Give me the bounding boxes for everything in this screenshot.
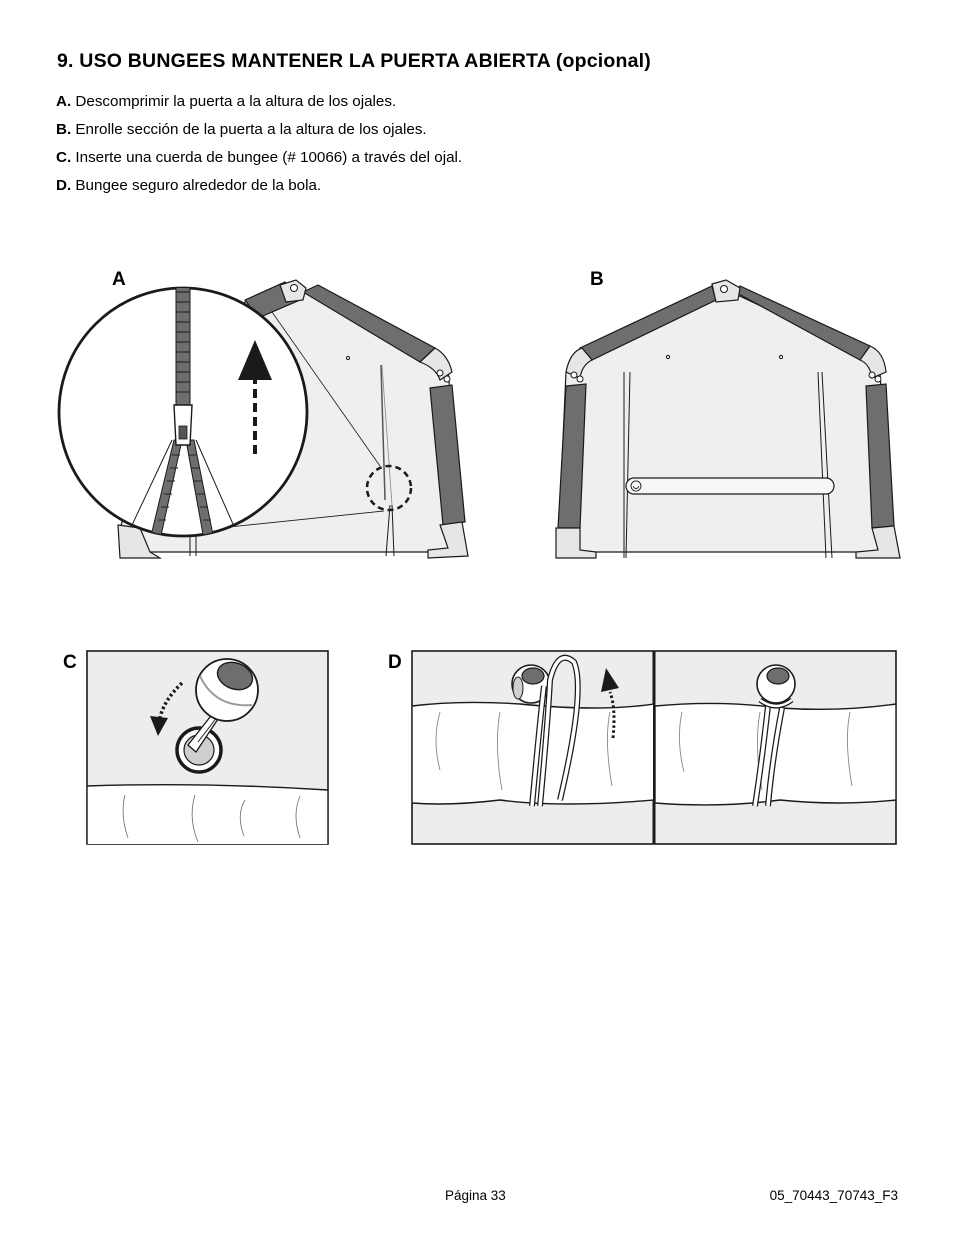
step-letter: D.	[56, 177, 72, 194]
step-text: Bungee seguro alrededor de la bola.	[75, 177, 322, 194]
figure-b-label: B	[590, 269, 604, 290]
step-letter: A.	[56, 93, 72, 110]
step-letter: B.	[56, 121, 72, 138]
figure-d-panel	[412, 651, 896, 844]
step-letter: C.	[56, 149, 72, 166]
figure-d-label: D	[388, 652, 402, 673]
step-text: Inserte una cuerda de bungee (# 10066) a través del ojal.	[75, 149, 463, 166]
step-text: Enrolle sección de la puerta a la altura de los ojales.	[75, 121, 427, 138]
figure-c-label: C	[63, 652, 77, 673]
figure-b-shelter	[556, 280, 900, 558]
page-number: Página 33	[445, 1188, 506, 1203]
figure-a-label: A	[112, 269, 126, 290]
step-text: Descomprimir la puerta a la altura de los ojales.	[75, 93, 397, 110]
document-code: 05_70443_70743_F3	[769, 1188, 898, 1203]
section-title: 9. USO BUNGEES MANTENER LA PUERTA ABIERTA (opcional)	[57, 50, 651, 72]
figure-c-panel	[87, 651, 328, 846]
